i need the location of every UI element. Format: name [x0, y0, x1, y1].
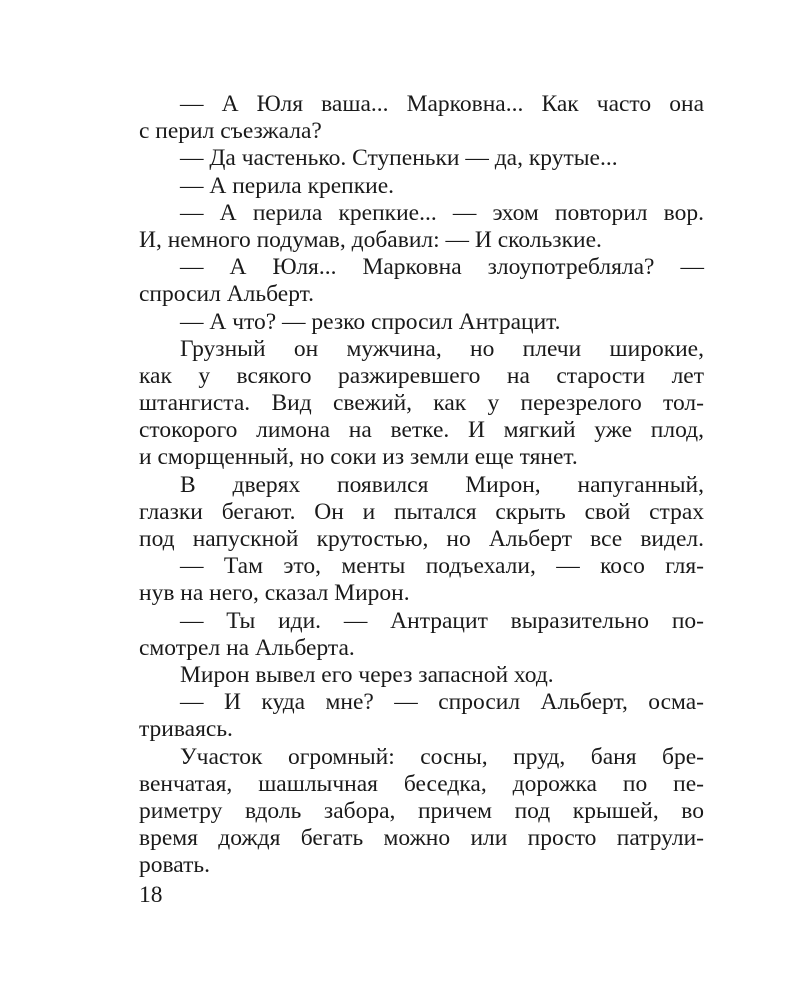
body-text	[139, 91, 704, 879]
text-line: В дверях появился Мирон, напуганный,	[180, 471, 704, 498]
text-line: под напускной крутостью, но Альберт все видел.	[139, 526, 704, 552]
text-line: стокорого лимона на ветке. И мягкий уже плод,	[139, 417, 704, 444]
text-line: глазки бегают. Он и пытался скрыть свой страх	[139, 498, 704, 525]
text-line: — А Юля ваша... Марковна... Как часто она	[180, 91, 704, 117]
text-line: — А Юля... Марковна злоупотребляла? —	[180, 254, 704, 281]
text-line: как у всякого разжиревшего на старости лет	[139, 362, 704, 389]
text-line: штангиста. Вид свежий, как у перезрелого тол-	[139, 390, 704, 417]
page-number: 18	[139, 882, 163, 908]
text-line: — А перила крепкие.	[180, 172, 395, 199]
text-line: время дождя бегать можно или просто патрули-	[139, 825, 704, 852]
text-line: с перил съезжала?	[139, 118, 322, 145]
text-line: — И куда мне? — спросил Альберт, осма-	[180, 689, 704, 716]
text-line: — Ты иди. — Антрацит выразительно по-	[180, 607, 704, 634]
text-line: Участок огромный: сосны, пруд, баня бре-	[180, 743, 704, 770]
text-line: риметру вдоль забора, причем под крышей, во	[139, 797, 704, 824]
text-line: триваясь.	[139, 716, 233, 743]
text-line: И, немного подумав, добавил: — И скользкие.	[139, 226, 602, 253]
text-line: — А что? — резко спросил Антрацит.	[180, 308, 561, 335]
text-line: спросил Альберт.	[139, 281, 315, 308]
text-line: — Там это, менты подъехали, — косо гля-	[180, 553, 704, 580]
text-line: Грузный он мужчина, но плечи широкие,	[180, 335, 704, 362]
text-line: смотрел на Альберта.	[139, 634, 355, 661]
text-line: ровать.	[139, 852, 210, 879]
text-line: венчатая, шашлычная беседка, дорожка по пе-	[139, 770, 704, 797]
text-line: и сморщенный, но соки из земли еще тянет.	[139, 444, 578, 471]
text-line: нув на него, сказал Мирон.	[139, 580, 410, 607]
text-line: — А перила крепкие... — эхом повторил вор.	[180, 199, 704, 226]
text-line: Мирон вывел его через запасной ход.	[180, 661, 554, 688]
text-line: — Да частенько. Ступеньки — да, крутые...	[180, 145, 618, 172]
